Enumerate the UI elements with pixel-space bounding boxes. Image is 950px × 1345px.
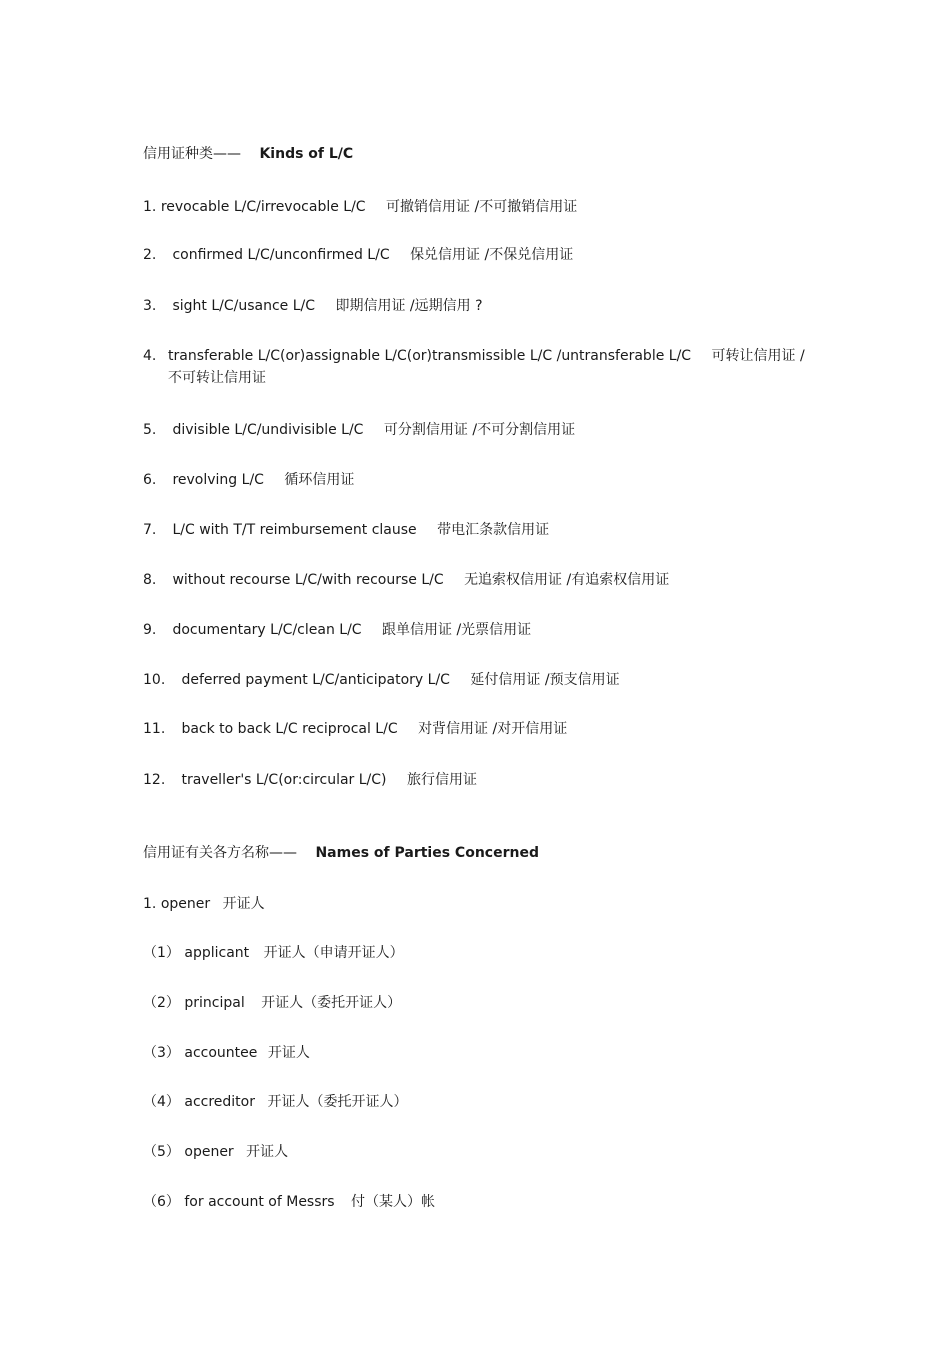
item-english: L/C with T/T reimbursement clause: [172, 522, 417, 538]
item-chinese: 开证人（委托开证人）: [261, 995, 402, 1011]
item-english: accountee: [184, 1045, 258, 1061]
list-item: [143, 619, 531, 641]
item-chinese: 旅行信用证: [406, 772, 477, 788]
list-item: [143, 196, 577, 218]
item-chinese: 带电汇条款信用证: [437, 522, 550, 538]
item-number: 5.: [143, 422, 157, 438]
heading-cn: 信用证种类——: [143, 146, 241, 162]
item-number: 1.: [143, 896, 157, 912]
item-number: 7.: [143, 522, 157, 538]
item-english: opener: [160, 896, 211, 912]
item-english: traveller's L/C(or:circular L/C): [181, 772, 387, 788]
item-english: revocable L/C/irrevocable L/C: [160, 199, 366, 215]
subitem-number: （1）: [143, 945, 180, 961]
list-item: [143, 519, 549, 541]
heading-en: Names of Parties Concerned: [315, 845, 539, 861]
item-english: principal: [184, 995, 245, 1011]
item-chinese: 开证人: [222, 896, 265, 912]
subitem-number: （2）: [143, 995, 180, 1011]
section-heading-parties: [143, 842, 539, 864]
item-chinese: 开证人: [246, 1144, 289, 1160]
list-item: [143, 419, 575, 441]
item-english: opener: [184, 1144, 234, 1160]
list-item: [143, 244, 573, 266]
list-item: [143, 1141, 288, 1163]
item-chinese: 开证人（委托开证人）: [267, 1094, 408, 1110]
list-item: [143, 718, 567, 740]
list-item: [143, 769, 477, 791]
list-item: [143, 992, 401, 1014]
list-item: [143, 942, 404, 964]
item-number: 12.: [143, 772, 166, 788]
item-chinese: 付（某人）帐: [351, 1194, 436, 1210]
item-english: accreditor: [184, 1094, 255, 1110]
item-english: sight L/C/usance L/C: [172, 298, 316, 314]
heading-cn: 信用证有关各方名称——: [143, 845, 297, 861]
item-english: documentary L/C/clean L/C: [172, 622, 362, 638]
item-number: 3.: [143, 298, 157, 314]
item-chinese: 可转让信用证 /: [711, 348, 805, 364]
list-item: [143, 469, 354, 491]
item-chinese: 开证人: [267, 1045, 310, 1061]
heading-en: Kinds of L/C: [259, 146, 354, 162]
item-chinese: 保兑信用证 /不保兑信用证: [410, 247, 574, 263]
section-heading-kinds: [143, 143, 353, 165]
list-item: [143, 295, 483, 317]
list-item: [143, 893, 265, 915]
item-chinese: 对背信用证 /对开信用证: [418, 721, 568, 737]
item-chinese: 跟单信用证 /光票信用证: [382, 622, 532, 638]
item-chinese: 开证人（申请开证人）: [263, 945, 404, 961]
item-english: deferred payment L/C/anticipatory L/C: [181, 672, 450, 688]
item-number: 8.: [143, 572, 157, 588]
item-chinese: 无追索权信用证 /有追索权信用证: [464, 572, 670, 588]
item-english: divisible L/C/undivisible L/C: [172, 422, 364, 438]
subitem-number: （5）: [143, 1144, 180, 1160]
item-number: 4.: [143, 348, 157, 364]
item-chinese: 可撤销信用证 /不可撤销信用证: [386, 199, 578, 215]
item-english: back to back L/C reciprocal L/C: [181, 721, 398, 737]
item-chinese-continued: 不可转让信用证: [168, 370, 266, 386]
list-item: [168, 345, 808, 389]
item-number: 6.: [143, 472, 157, 488]
subitem-number: （4）: [143, 1094, 180, 1110]
list-item: [143, 1091, 407, 1113]
subitem-number: （3）: [143, 1045, 180, 1061]
item-english: applicant: [184, 945, 250, 961]
item-chinese: 延付信用证 /预支信用证: [470, 672, 620, 688]
list-item: [143, 669, 620, 691]
list-item: [143, 1042, 310, 1064]
item-chinese: 可分割信用证 /不可分割信用证: [383, 422, 576, 438]
item-english: without recourse L/C/with recourse L/C: [172, 572, 444, 588]
item-number: 1.: [143, 199, 157, 215]
item-number: 11.: [143, 721, 166, 737]
list-item: [143, 1191, 435, 1213]
list-item: [143, 569, 669, 591]
item-english: confirmed L/C/unconfirmed L/C: [172, 247, 390, 263]
item-english: revolving L/C: [172, 472, 264, 488]
item-english: transferable L/C(or)assignable L/C(or)transmissible L/C /untransferable L/C: [168, 348, 692, 364]
subitem-number: （6）: [143, 1194, 180, 1210]
item-number: 9.: [143, 622, 157, 638]
item-english: for account of Messrs: [184, 1194, 335, 1210]
item-number: 2.: [143, 247, 157, 263]
item-chinese: 循环信用证: [284, 472, 355, 488]
item-chinese: 即期信用证 /远期信用 ?: [335, 298, 483, 314]
item-number: 10.: [143, 672, 166, 688]
